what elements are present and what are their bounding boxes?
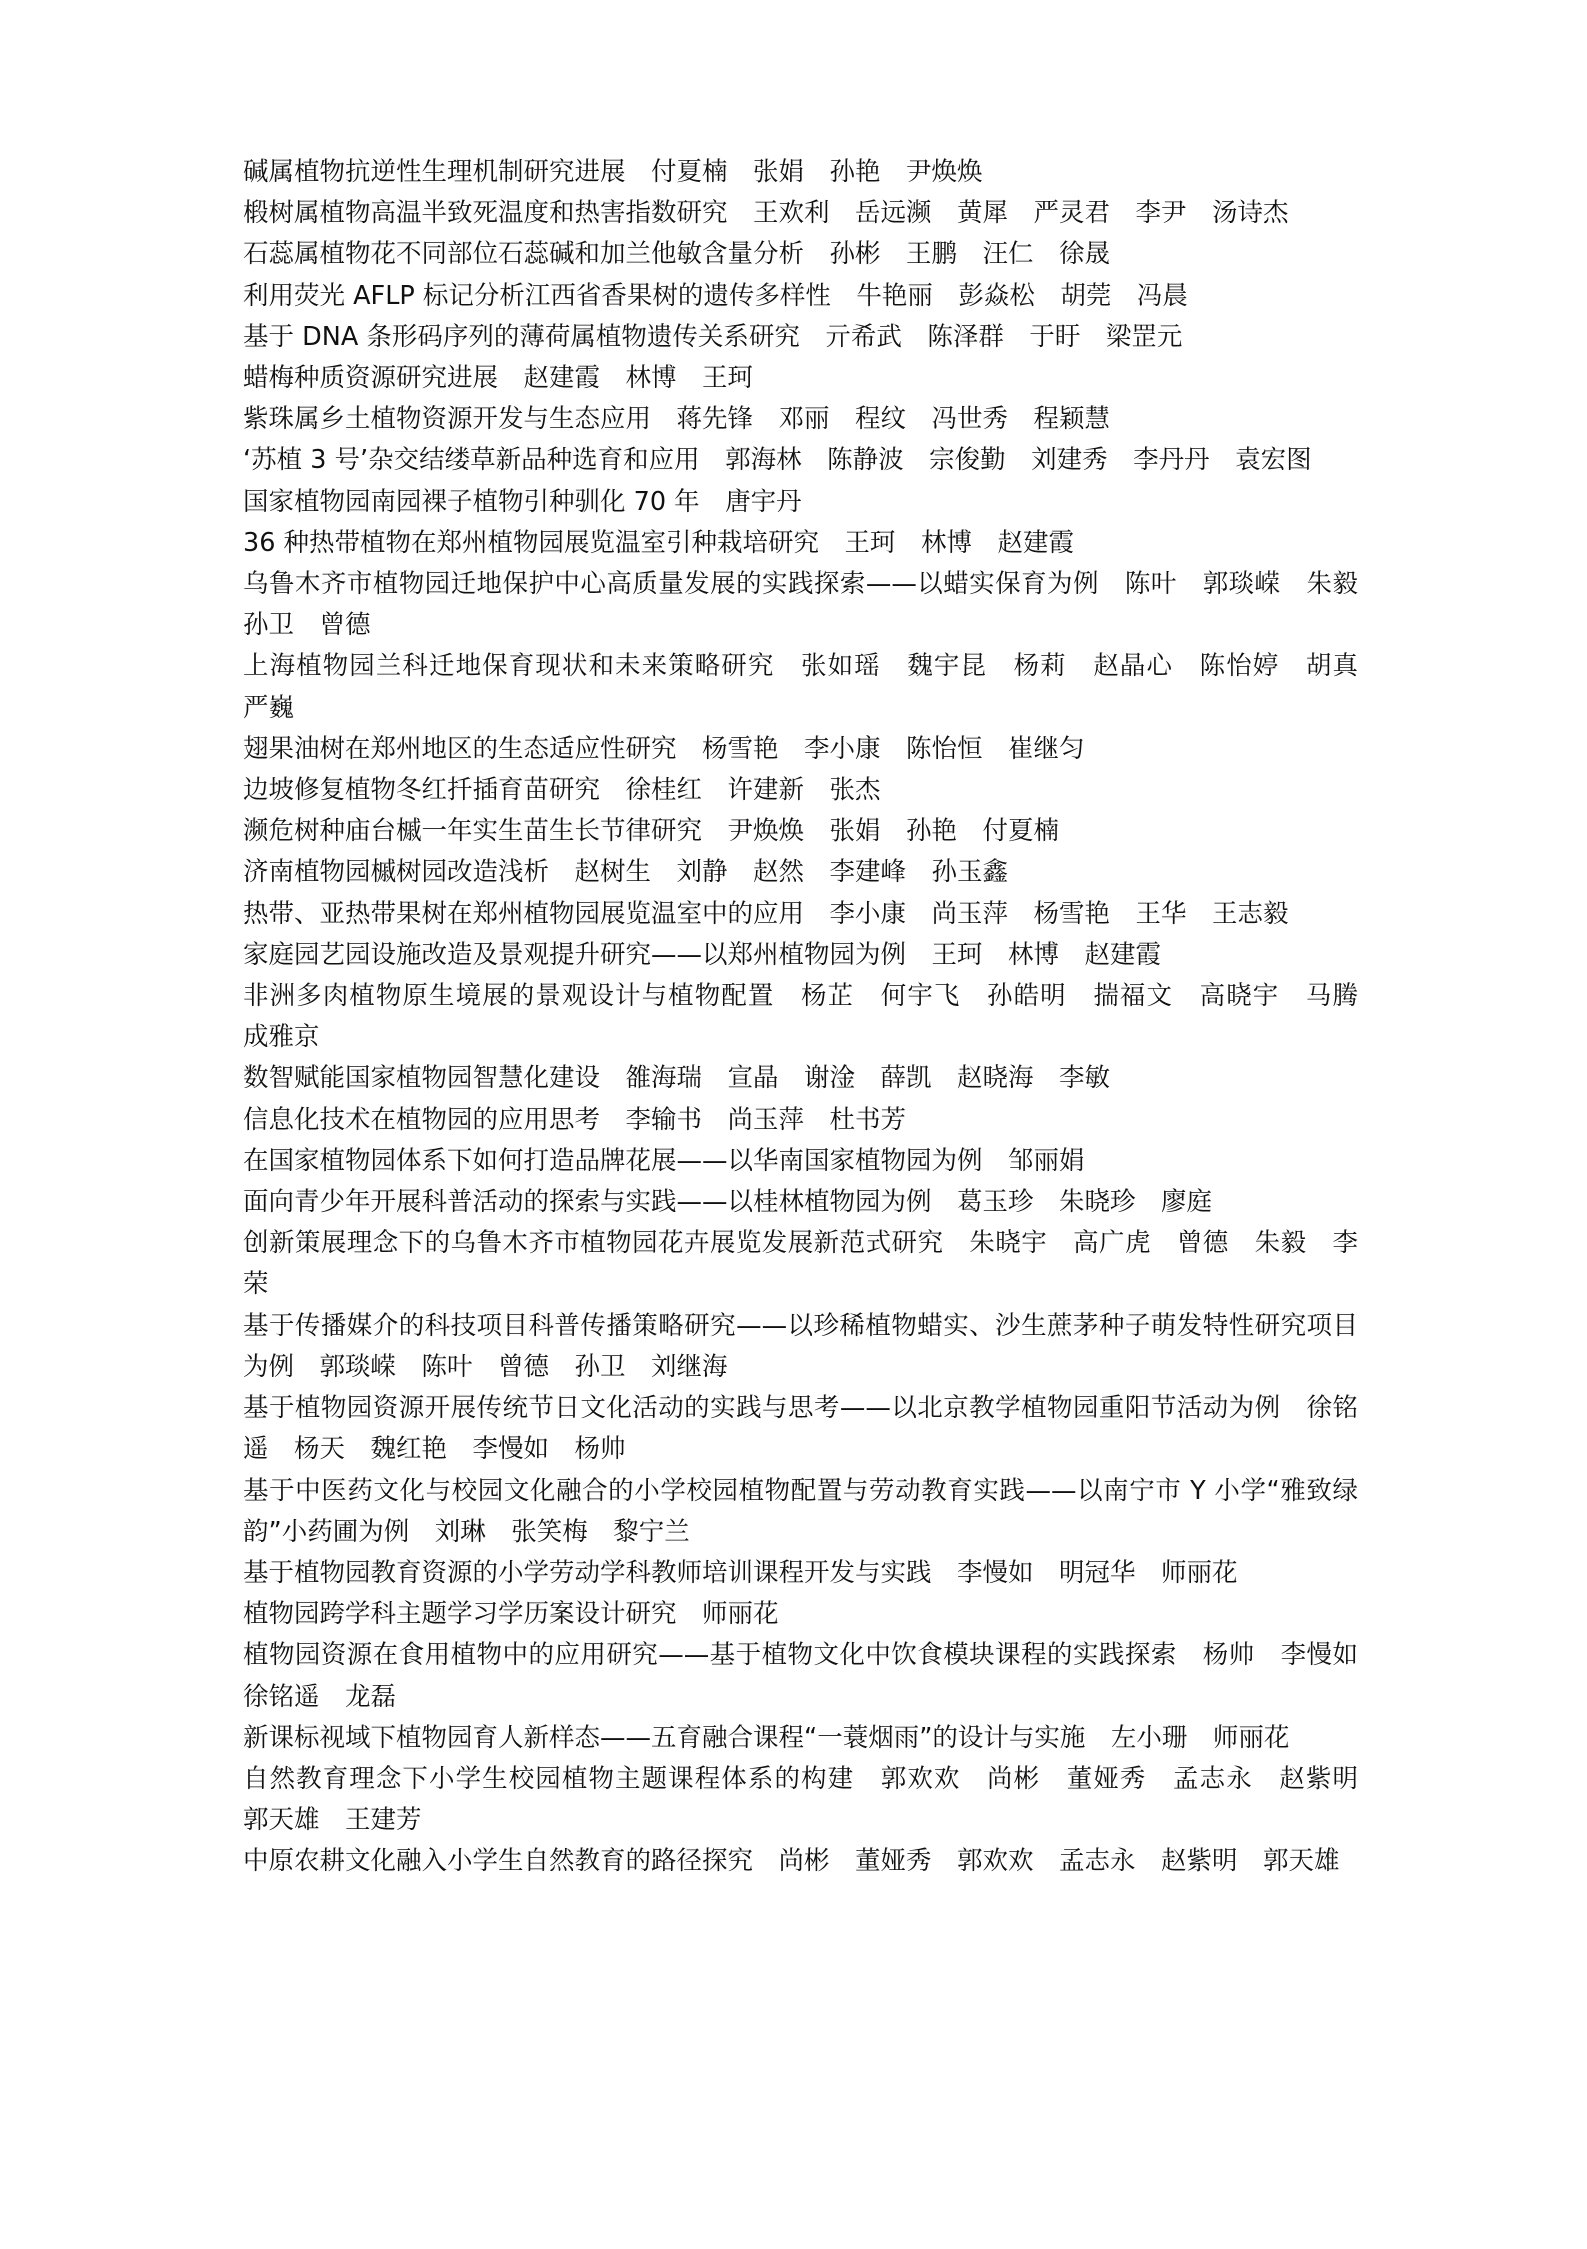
list-item: 面向青少年开展科普活动的探索与实践——以桂林植物园为例 葛玉珍 朱晓珍 廖庭 xyxy=(243,1187,1213,1218)
paper-list xyxy=(243,152,1384,1883)
list-item: 紫珠属乡土植物资源开发与生态应用 蒋先锋 邓丽 程纹 冯世秀 程颖慧 xyxy=(243,404,1111,435)
list-item: 石蕊属植物花不同部位石蕊碱和加兰他敏含量分析 孙彬 王鹏 汪仁 徐晟 xyxy=(243,239,1111,270)
list-item: 中原农耕文化融入小学生自然教育的路径探究 尚彬 董娅秀 郭欢欢 孟志永 赵紫明 郭天雄 xyxy=(243,1846,1340,1877)
list-item: 上海植物园兰科迁地保育现状和未来策略研究 张如瑶 魏宇昆 杨莉 赵晶心 陈怡婷 胡真 严巍 xyxy=(243,651,1384,723)
list-item: 碱属植物抗逆性生理机制研究进展 付夏楠 张娟 孙艳 尹焕焕 xyxy=(243,157,983,187)
list-item: 在国家植物园体系下如何打造品牌花展——以华南国家植物园为例 邹丽娟 xyxy=(243,1145,1085,1176)
list-item: 新课标视域下植物园育人新样态——五育融合课程“一蓑烟雨”的设计与实施 左小珊 师丽花 xyxy=(243,1722,1290,1753)
list-item: 基于 DNA 条形码序列的薄荷属植物遗传关系研究 亓希武 陈泽群 于盱 梁罡元 xyxy=(243,321,1183,352)
list-item: 创新策展理念下的乌鲁木齐市植物园花卉展览发展新范式研究 朱晓宇 高广虎 曾德 朱毅 李荣 xyxy=(243,1228,1358,1300)
list-item: 非洲多肉植物原生境展的景观设计与植物配置 杨芷 何宇飞 孙皓明 揣福文 高晓宇 马腾 成雅京 xyxy=(243,981,1384,1053)
list-item: 基于传播媒介的科技项目科普传播策略研究——以珍稀植物蜡实、沙生蔗茅种子萌发特性研究项目为例 郭琰嵘 陈叶 曾德 孙卫 刘继海 xyxy=(243,1310,1358,1382)
list-item: 濒危树种庙台槭一年实生苗生长节律研究 尹焕焕 张娟 孙艳 付夏楠 xyxy=(243,816,1060,847)
list-item: 乌鲁木齐市植物园迁地保护中心高质量发展的实践探索——以蜡实保育为例 陈叶 郭琰嵘 朱毅 孙卫 曾德 xyxy=(243,569,1384,641)
list-item: 椴树属植物高温半致死温度和热害指数研究 王欢利 岳远濒 黄犀 严灵君 李尹 汤诗杰 xyxy=(243,198,1289,229)
list-item: 热带、亚热带果树在郑州植物园展览温室中的应用 李小康 尚玉萍 杨雪艳 王华 王志毅 xyxy=(243,898,1289,929)
list-item: 基于中医药文化与校园文化融合的小学校园植物配置与劳动教育实践——以南宁市 Y 小学“雅致绿韵”小药圃为例 刘琳 张笑梅 黎宁兰 xyxy=(243,1475,1358,1547)
list-item: 36 种热带植物在郑州植物园展览温室引种栽培研究 王珂 林博 赵建霞 xyxy=(243,527,1075,558)
list-item: 利用荧光 AFLP 标记分析江西省香果树的遗传多样性 牛艳丽 彭焱松 胡莞 冯晨 xyxy=(243,280,1188,311)
list-item: 数智赋能国家植物园智慧化建设 雒海瑞 宣晶 谢淦 薛凯 赵晓海 李敏 xyxy=(243,1063,1111,1094)
list-item: 济南植物园槭树园改造浅析 赵树生 刘静 赵然 李建峰 孙玉鑫 xyxy=(243,857,1009,888)
list-item: 边坡修复植物冬红扦插育苗研究 徐桂红 许建新 张杰 xyxy=(243,775,881,806)
list-item: 翅果油树在郑州地区的生态适应性研究 杨雪艳 李小康 陈怡恒 崔继匀 xyxy=(243,733,1085,764)
list-item: 蜡梅种质资源研究进展 赵建霞 林博 王珂 xyxy=(243,363,754,394)
list-item: 植物园资源在食用植物中的应用研究——基于植物文化中饮食模块课程的实践探索 杨帅 李慢如 徐铭遥 龙磊 xyxy=(243,1640,1384,1712)
list-item: 国家植物园南园裸子植物引种驯化 70 年 唐宇丹 xyxy=(243,486,802,517)
list-item: 家庭园艺园设施改造及景观提升研究——以郑州植物园为例 王珂 林博 赵建霞 xyxy=(243,939,1162,970)
list-item: 自然教育理念下小学生校园植物主题课程体系的构建 郭欢欢 尚彬 董娅秀 孟志永 赵紫明 郭天雄 王建芳 xyxy=(243,1763,1384,1836)
list-item: 植物园跨学科主题学习学历案设计研究 师丽花 xyxy=(243,1599,779,1630)
list-item: 基于植物园资源开展传统节日文化活动的实践与思考——以北京教学植物园重阳节活动为例 徐铭遥 杨天 魏红艳 李慢如 杨帅 xyxy=(243,1393,1358,1465)
list-item: ‘苏植 3 号’杂交结缕草新品种选育和应用 郭海林 陈静波 宗俊勤 刘建秀 李丹丹 袁宏图 xyxy=(243,445,1312,476)
list-item: 信息化技术在植物园的应用思考 李输书 尚玉萍 杜书芳 xyxy=(243,1104,907,1135)
list-item: 基于植物园教育资源的小学劳动学科教师培训课程开发与实践 李慢如 明冠华 师丽花 xyxy=(243,1557,1238,1588)
